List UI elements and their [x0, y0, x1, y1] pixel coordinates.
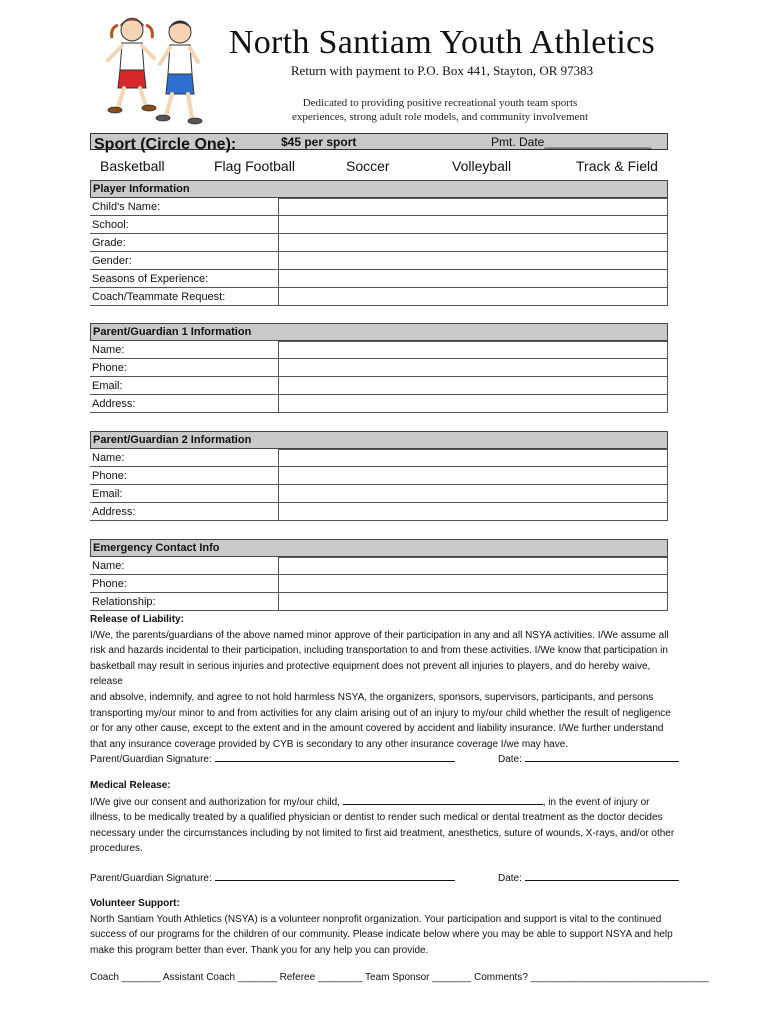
field-label: Email: [92, 488, 123, 500]
medical-release [90, 778, 680, 857]
guardian-1-section [90, 323, 668, 413]
school-field[interactable] [278, 216, 668, 234]
form-row [90, 395, 668, 413]
form-row [90, 198, 668, 216]
player-information-section [90, 180, 668, 306]
guardian-1-phone-field[interactable] [278, 359, 668, 377]
sport-options [90, 156, 668, 176]
volunteer-support [90, 896, 680, 958]
form-row [90, 252, 668, 270]
sport-option-track-field[interactable]: Track & Field [576, 158, 658, 174]
signature-label: Parent/Guardian Signature: [90, 754, 212, 765]
form-row [90, 216, 668, 234]
liability-date-field[interactable] [525, 751, 679, 762]
liability-line: transporting my/our minor to and from activities for any claim arising out of an injury to my/our child whether the result of negligence [90, 707, 671, 719]
return-address: Return with payment to P.O. Box 441, Stayton, OR 97383 [290, 63, 594, 78]
field-label: Name: [92, 344, 125, 356]
emergency-phone-field[interactable] [278, 575, 668, 593]
form-row [90, 288, 668, 306]
field-label: Relationship: [92, 596, 156, 608]
sport-price: $45 per sport [281, 135, 357, 149]
seasons-experience-field[interactable] [278, 270, 668, 288]
medical-line: procedures. [90, 843, 143, 855]
organization-title: North Santiam Youth Athletics [228, 24, 656, 61]
guardian-1-name-field[interactable] [278, 341, 668, 359]
form-row [90, 449, 668, 467]
signature-label: Parent/Guardian Signature: [90, 873, 212, 884]
volunteer-options[interactable]: Coach _______ Assistant Coach _______ Referee ________ Team Sponsor _______ Comments? ________________________________ [90, 972, 709, 983]
medical-line: illness, to be medically treated by a qualified physician or dentist to render such medical or dental treatment as the doctor decides [90, 812, 663, 824]
form-row [90, 593, 668, 611]
liability-line: or for any other cause, except to the extent and in the amount covered by accident and liability insurance. I/We further understand [90, 723, 664, 735]
gender-field[interactable] [278, 252, 668, 270]
medical-line [90, 794, 680, 811]
volunteer-heading: Volunteer Support: [90, 898, 180, 909]
liability-line: and absolve, indemnify, and agree to not hold harmless NSYA, the organizers, sponsors, supervisors, participants, and persons [90, 691, 654, 703]
medical-heading: Medical Release: [90, 780, 171, 791]
liability-line: risk and hazards incidental to their participation, including transportation to and from these activities. I/We know that participation in [90, 645, 668, 657]
guardian-1-email-field[interactable] [278, 377, 668, 395]
liability-signature-field[interactable] [215, 751, 455, 762]
liability-line: that any insurance coverage provided by CYB is secondary to any other insurance coverage I/we may have. [90, 738, 569, 750]
field-label: Name: [92, 560, 125, 572]
running-kids-illustration [100, 8, 215, 130]
field-label: Email: [92, 380, 123, 392]
mission-line: Dedicated to providing positive recreational youth team sports [302, 97, 578, 109]
coach-teammate-request-field[interactable] [278, 288, 668, 306]
medical-child-name-field[interactable] [343, 794, 543, 805]
medical-date-line [498, 870, 679, 884]
field-label: School: [92, 219, 129, 231]
medical-line: necessary under the circumstances including by not limited to first aid treatment, anesthetics, suture of wounds, X-rays, and/or other [90, 827, 675, 839]
form-row [90, 377, 668, 395]
field-label: Coach/Teammate Request: [92, 291, 226, 303]
liability-signature-line [90, 751, 455, 765]
medical-date-field[interactable] [525, 870, 679, 881]
release-of-liability [90, 612, 680, 752]
field-label: Grade: [92, 237, 126, 249]
sport-label: Sport (Circle One): [94, 136, 237, 153]
mission-line: experiences, strong adult role models, and community involvement [291, 111, 588, 123]
date-label: Date: [498, 873, 522, 884]
medical-consent-text-end: , in the event of injury or [542, 796, 650, 808]
guardian-2-email-field[interactable] [278, 485, 668, 503]
mission-statement [230, 96, 650, 124]
field-label: Address: [92, 398, 136, 410]
form-row [90, 359, 668, 377]
guardian-2-address-field[interactable] [278, 503, 668, 521]
form-row [90, 503, 668, 521]
girl-figure [108, 18, 156, 113]
section-heading: Parent/Guardian 2 Information [90, 431, 668, 449]
liability-date-line [498, 751, 679, 765]
form-row [90, 467, 668, 485]
section-heading: Parent/Guardian 1 Information [90, 323, 668, 341]
field-label: Child's Name: [92, 201, 161, 213]
sport-option-basketball[interactable]: Basketball [100, 158, 165, 174]
medical-signature-field[interactable] [215, 870, 455, 881]
field-label: Phone: [92, 362, 127, 374]
sport-option-flag-football[interactable]: Flag Football [214, 158, 295, 174]
medical-consent-text: I/We give our consent and authorization for my/our child, [90, 796, 340, 808]
form-row [90, 485, 668, 503]
field-label: Name: [92, 452, 125, 464]
payment-date[interactable]: Pmt. Date________________ [491, 135, 652, 149]
field-label: Gender: [92, 255, 132, 267]
emergency-relationship-field[interactable] [278, 593, 668, 611]
field-label: Address: [92, 506, 136, 518]
emergency-name-field[interactable] [278, 557, 668, 575]
boy-figure [156, 21, 202, 124]
form-header [0, 0, 770, 132]
guardian-2-phone-field[interactable] [278, 467, 668, 485]
liability-line: basketball may result in serious injuries and protective equipment does not prevent all injuries to players, and do hereby waive, release [90, 660, 651, 688]
form-row [90, 575, 668, 593]
medical-signature-line [90, 870, 455, 884]
field-label: Seasons of Experience: [92, 273, 209, 285]
form-row [90, 234, 668, 252]
childs-name-field[interactable] [278, 198, 668, 216]
sport-selection-bar [90, 133, 668, 153]
emergency-contact-section [90, 539, 668, 611]
form-row [90, 341, 668, 359]
liability-line: I/We, the parents/guardians of the above named minor approve of their participation in any and all NSYA activities. I/We assume all [90, 629, 669, 641]
sport-option-soccer[interactable]: Soccer [346, 158, 390, 174]
field-label: Phone: [92, 578, 127, 590]
guardian-2-name-field[interactable] [278, 449, 668, 467]
date-label: Date: [498, 754, 522, 765]
form-row [90, 270, 668, 288]
section-heading: Player Information [90, 180, 668, 198]
form-row [90, 557, 668, 575]
field-label: Phone: [92, 470, 127, 482]
grade-field[interactable] [278, 234, 668, 252]
volunteer-line: make this program better than ever. Thank you for any help you can provide. [90, 944, 429, 956]
guardian-1-address-field[interactable] [278, 395, 668, 413]
volunteer-line: North Santiam Youth Athletics (NSYA) is a volunteer nonprofit organization. Your participation and support is vital to the continued [90, 913, 662, 925]
guardian-2-section [90, 431, 668, 521]
section-heading: Emergency Contact Info [90, 539, 668, 557]
liability-heading: Release of Liability: [90, 614, 184, 625]
volunteer-line: success of our programs for the children of our community. Please indicate below where you may be able to support NSYA and help [90, 929, 673, 941]
sport-option-volleyball[interactable]: Volleyball [452, 158, 512, 174]
